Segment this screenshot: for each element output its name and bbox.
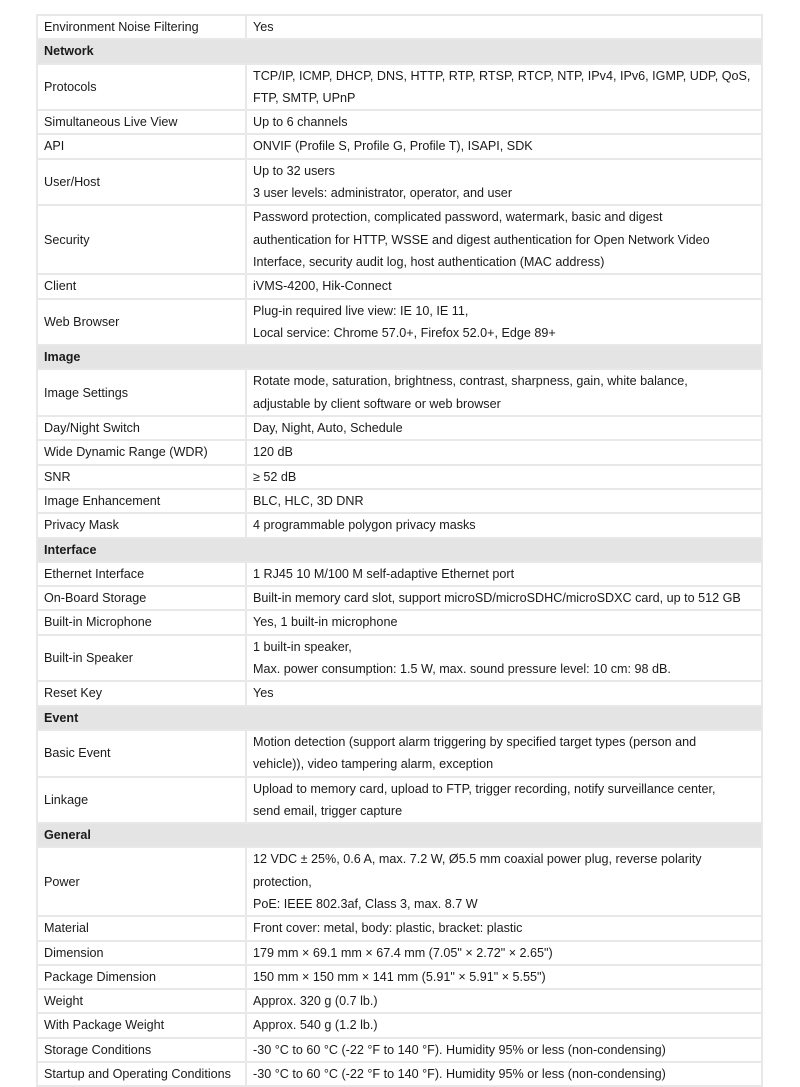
spec-label: Weight: [37, 989, 246, 1013]
spec-label: With Package Weight: [37, 1013, 246, 1037]
spec-value-line: 12 VDC ± 25%, 0.6 A, max. 7.2 W, Ø5.5 mm coaxial power plug, reverse polarity: [253, 852, 702, 867]
spec-value-line: Approx. 540 g (1.2 lb.): [253, 1018, 378, 1033]
spec-value: [246, 847, 762, 916]
spec-value: [246, 1038, 762, 1062]
spec-value-line: Approx. 320 g (0.7 lb.): [253, 994, 378, 1009]
spec-row: [37, 562, 762, 586]
spec-label: On-Board Storage: [37, 586, 246, 610]
spec-row: [37, 1038, 762, 1062]
spec-row: [37, 110, 762, 134]
spec-value-line: Day, Night, Auto, Schedule: [253, 421, 403, 436]
spec-value: [246, 586, 762, 610]
spec-value-line: -30 °C to 60 °C (-22 °F to 140 °F). Humidity 95% or less (non-condensing): [253, 1067, 666, 1082]
spec-row: [37, 916, 762, 940]
section-title: General: [37, 823, 762, 847]
spec-value: [246, 110, 762, 134]
spec-value-line: Upload to memory card, upload to FTP, trigger recording, notify surveillance center,: [253, 781, 716, 796]
spec-label: Protocols: [37, 64, 246, 111]
spec-value-line: 1 RJ45 10 M/100 M self-adaptive Ethernet port: [253, 566, 515, 581]
spec-label: User/Host: [37, 159, 246, 206]
spec-label: Environment Noise Filtering: [37, 15, 246, 39]
spec-table: [36, 14, 763, 1087]
spec-row: [37, 15, 762, 39]
section-title: Image: [37, 345, 762, 369]
spec-label: Privacy Mask: [37, 513, 246, 537]
spec-value: [246, 562, 762, 586]
section-header-row: [37, 538, 762, 562]
section-header-row: [37, 706, 762, 730]
spec-value-line: iVMS-4200, Hik-Connect: [253, 279, 392, 294]
spec-value: [246, 777, 762, 824]
spec-label: Startup and Operating Conditions: [37, 1062, 246, 1086]
spec-row: [37, 489, 762, 513]
section-title: Event: [37, 706, 762, 730]
spec-value-line: Up to 6 channels: [253, 115, 348, 130]
spec-value: [246, 465, 762, 489]
spec-row: [37, 635, 762, 682]
spec-value-line: vehicle)), video tampering alarm, exception: [253, 757, 494, 772]
spec-value-line: Yes, 1 built-in microphone: [253, 615, 398, 630]
spec-value: [246, 159, 762, 206]
spec-value: [246, 610, 762, 634]
spec-label: API: [37, 134, 246, 158]
spec-value: [246, 1013, 762, 1037]
spec-value-line: TCP/IP, ICMP, DHCP, DNS, HTTP, RTP, RTSP, RTCP, NTP, IPv4, IPv6, IGMP, UDP, QoS,: [253, 68, 751, 83]
spec-label: Image Settings: [37, 369, 246, 416]
spec-value: [246, 941, 762, 965]
spec-value-line: 179 mm × 69.1 mm × 67.4 mm (7.05" × 2.72" × 2.65"): [253, 945, 553, 960]
spec-label: Power: [37, 847, 246, 916]
spec-row: [37, 64, 762, 111]
spec-value: [246, 15, 762, 39]
spec-label: Client: [37, 274, 246, 298]
spec-value-line: Yes: [253, 20, 274, 34]
spec-label: Material: [37, 916, 246, 940]
spec-value: [246, 205, 762, 274]
spec-value-line: 4 programmable polygon privacy masks: [253, 518, 476, 533]
spec-row: [37, 989, 762, 1013]
spec-value: [246, 681, 762, 705]
spec-value: [246, 369, 762, 416]
spec-value-line: FTP, SMTP, UPnP: [253, 90, 356, 105]
spec-value-line: Password protection, complicated password, watermark, basic and digest: [253, 210, 663, 225]
spec-value-line: send email, trigger capture: [253, 803, 403, 818]
spec-value-line: Yes: [253, 686, 274, 701]
spec-label: Basic Event: [37, 730, 246, 777]
section-title: Interface: [37, 538, 762, 562]
spec-table-body: [37, 15, 762, 1086]
spec-value-line: PoE: IEEE 802.3af, Class 3, max. 8.7 W: [253, 896, 478, 911]
spec-label: Package Dimension: [37, 965, 246, 989]
spec-label: Reset Key: [37, 681, 246, 705]
spec-value-line: protection,: [253, 874, 312, 889]
spec-value-line: Plug-in required live view: IE 10, IE 11,: [253, 303, 469, 318]
spec-row: [37, 1013, 762, 1037]
spec-value: [246, 989, 762, 1013]
spec-label: Linkage: [37, 777, 246, 824]
spec-value: [246, 274, 762, 298]
spec-row: [37, 440, 762, 464]
spec-row: [37, 610, 762, 634]
spec-row: [37, 274, 762, 298]
spec-value: [246, 64, 762, 111]
spec-value-line: Front cover: metal, body: plastic, bracket: plastic: [253, 921, 523, 936]
spec-value: [246, 513, 762, 537]
section-title: Network: [37, 39, 762, 63]
spec-row: [37, 159, 762, 206]
spec-value: [246, 134, 762, 158]
spec-row: [37, 513, 762, 537]
spec-value-line: Rotate mode, saturation, brightness, contrast, sharpness, gain, white balance,: [253, 374, 688, 389]
spec-value: [246, 965, 762, 989]
spec-label: Ethernet Interface: [37, 562, 246, 586]
spec-value-line: Up to 32 users: [253, 163, 335, 178]
spec-row: [37, 134, 762, 158]
spec-value-line: 1 built-in speaker,: [253, 639, 352, 654]
spec-row: [37, 681, 762, 705]
spec-row: [37, 1062, 762, 1086]
spec-row: [37, 586, 762, 610]
spec-row: [37, 369, 762, 416]
spec-value: [246, 416, 762, 440]
spec-label: Day/Night Switch: [37, 416, 246, 440]
spec-value-line: ONVIF (Profile S, Profile G, Profile T), ISAPI, SDK: [253, 139, 533, 154]
spec-value-line: -30 °C to 60 °C (-22 °F to 140 °F). Humidity 95% or less (non-condensing): [253, 1042, 666, 1057]
spec-value-line: adjustable by client software or web browser: [253, 396, 501, 411]
spec-value: [246, 916, 762, 940]
spec-row: [37, 299, 762, 346]
spec-value-line: Built-in memory card slot, support microSD/microSDHC/microSDXC card, up to 512 GB: [253, 591, 741, 606]
spec-value-line: 3 user levels: administrator, operator, and user: [253, 186, 513, 201]
spec-label: Wide Dynamic Range (WDR): [37, 440, 246, 464]
spec-value: [246, 489, 762, 513]
spec-row: [37, 965, 762, 989]
spec-value-line: Motion detection (support alarm triggering by specified target types (person and: [253, 734, 697, 749]
spec-value-line: ≥ 52 dB: [253, 469, 297, 484]
spec-label: SNR: [37, 465, 246, 489]
spec-row: [37, 777, 762, 824]
spec-label: Storage Conditions: [37, 1038, 246, 1062]
spec-value: [246, 730, 762, 777]
spec-label: Image Enhancement: [37, 489, 246, 513]
spec-row: [37, 416, 762, 440]
spec-value-line: Max. power consumption: 1.5 W, max. sound pressure level: 10 cm: 98 dB.: [253, 662, 671, 677]
spec-row: [37, 730, 762, 777]
spec-value-line: Local service: Chrome 57.0+, Firefox 52.0+, Edge 89+: [253, 325, 556, 340]
section-header-row: [37, 823, 762, 847]
spec-label: Simultaneous Live View: [37, 110, 246, 134]
spec-row: [37, 465, 762, 489]
section-header-row: [37, 39, 762, 63]
spec-label: Built-in Microphone: [37, 610, 246, 634]
spec-value: [246, 1062, 762, 1086]
spec-value-line: Interface, security audit log, host authentication (MAC address): [253, 254, 605, 269]
spec-label: Dimension: [37, 941, 246, 965]
spec-value-line: 120 dB: [253, 445, 293, 460]
spec-row: [37, 847, 762, 916]
section-header-row: [37, 345, 762, 369]
spec-value-line: BLC, HLC, 3D DNR: [253, 493, 364, 508]
spec-value: [246, 299, 762, 346]
spec-row: [37, 205, 762, 274]
spec-value-line: 150 mm × 150 mm × 141 mm (5.91" × 5.91" × 5.55"): [253, 969, 546, 984]
spec-label: Web Browser: [37, 299, 246, 346]
spec-value-line: authentication for HTTP, WSSE and digest authentication for Open Network Video: [253, 232, 710, 247]
spec-row: [37, 941, 762, 965]
spec-value: [246, 635, 762, 682]
spec-value: [246, 440, 762, 464]
spec-label: Security: [37, 205, 246, 274]
spec-label: Built-in Speaker: [37, 635, 246, 682]
